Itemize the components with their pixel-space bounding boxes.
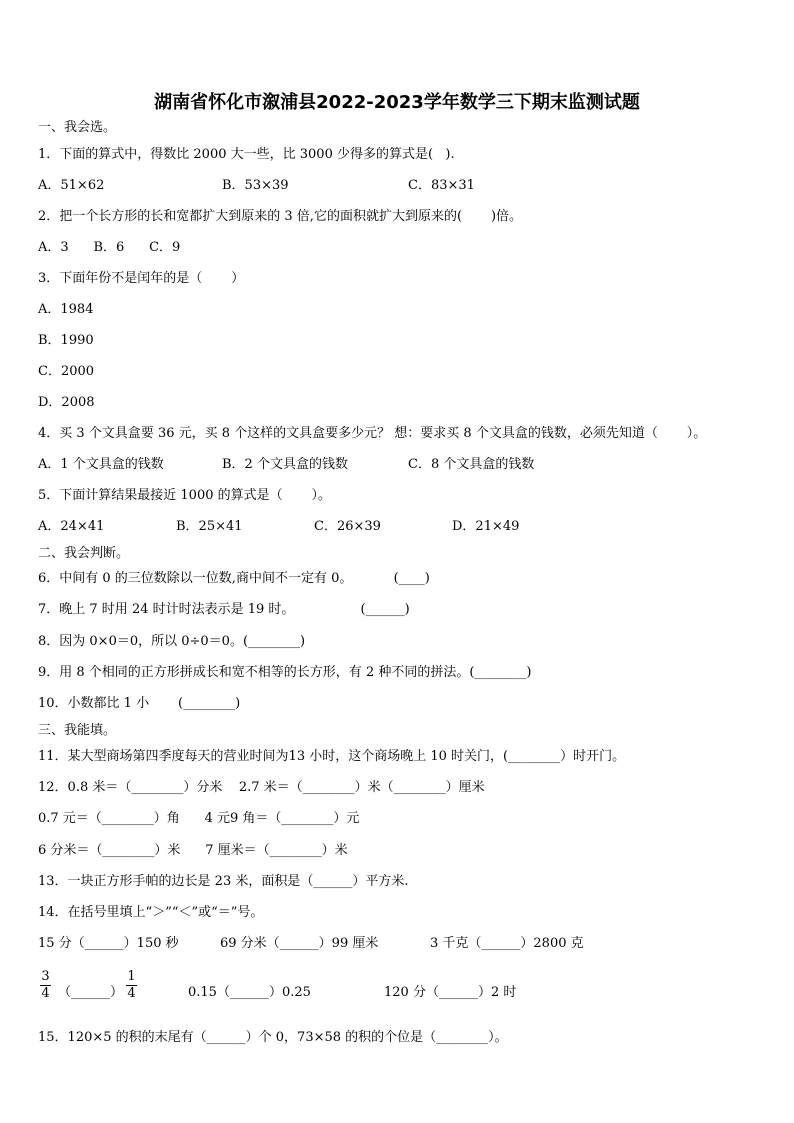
q5-option-d: D．21×49	[452, 519, 520, 534]
q4-option-b: B．2 个文具盒的钱数	[222, 457, 348, 472]
question-5: 5．下面计算结果最接近 1000 的算式是（ ）。	[38, 488, 332, 503]
question-11: 11．某大型商场第四季度每天的营业时间为13 小时，这个商场晚上 10 时关门，(________）时开门。	[38, 749, 626, 764]
q5-option-b: B．25×41	[176, 519, 243, 534]
q14-item-5: 0.15（______）0.25	[188, 985, 311, 1000]
q3-option-a: A．1984	[38, 302, 94, 317]
question-12-row-3: 6 分米＝（________）米 7 厘米＝（________）米	[38, 843, 348, 858]
question-7: 7．晚上 7 时用 24 时计时法表示是 19 时。 (______)	[38, 602, 410, 617]
question-13: 13．一块正方形手帕的边长是 23 米，面积是（______）平方米.	[38, 874, 409, 889]
question-2: 2．把一个长方形的长和宽都扩大到原来的 3 倍,它的面积就扩大到原来的( )倍。	[38, 209, 523, 224]
q1-option-c: C．83×31	[408, 178, 475, 193]
question-14: 14．在括号里填上“＞”“＜”或“＝”号。	[38, 905, 264, 920]
question-12: 12．0.8 米＝（________）分米 2.7 米＝（________）米（________）厘米	[38, 780, 485, 795]
q1-option-a: A．51×62	[38, 178, 105, 193]
section-heading-judge: 二、我会判断。	[38, 546, 130, 561]
fraction-denominator: 4	[127, 986, 136, 1001]
question-4: 4．买 3 个文具盒要 36 元，买 8 个这样的文具盒要多少元？ 想：要求买 8 个文具盒的钱数，必须先知道（ ）。	[38, 426, 707, 441]
fraction-one-quarter	[126, 970, 137, 1001]
q3-option-c: C．2000	[38, 364, 95, 379]
q3-option-d: D．2008	[38, 395, 95, 410]
q4-option-a: A．1 个文具盒的钱数	[38, 457, 164, 472]
q3-option-b: B．1990	[38, 333, 94, 348]
q14-fraction-blank: （______）	[58, 985, 124, 1000]
fraction-numerator: 3	[41, 969, 50, 984]
question-15: 15．120×5 的积的末尾有（______）个 0，73×58 的积的个位是（________）。	[38, 1030, 508, 1045]
q14-item-2: 69 分米（______）99 厘米	[220, 936, 379, 951]
q14-item-1: 15 分（______）150 秒	[38, 936, 179, 951]
q14-item-3: 3 千克（______）2800 克	[430, 936, 584, 951]
q5-option-a: A．24×41	[38, 519, 105, 534]
q4-option-c: C．8 个文具盒的钱数	[408, 457, 535, 472]
question-9: 9．用 8 个相同的正方形拼成长和宽不相等的长方形，有 2 种不同的拼法。(________)	[38, 665, 532, 680]
fraction-three-quarters	[40, 970, 51, 1001]
question-3: 3．下面年份不是闰年的是（ ）	[38, 271, 245, 286]
fraction-numerator: 1	[127, 969, 136, 984]
q5-option-c: C．26×39	[314, 519, 381, 534]
section-heading-choice: 一、我会选。	[38, 120, 117, 135]
q14-item-6: 120 分（______）2 时	[384, 985, 517, 1000]
question-8: 8．因为 0×0＝0，所以 0÷0＝0。(________)	[38, 634, 306, 649]
q2-options: A．3 B．6 C．9	[38, 240, 181, 255]
q1-option-b: B．53×39	[222, 178, 289, 193]
fraction-denominator: 4	[41, 986, 50, 1001]
question-6: 6．中间有 0 的三位数除以一位数,商中间不一定有 0。 (____)	[38, 571, 430, 586]
question-1: 1．下面的算式中，得数比 2000 大一些，比 3000 少得多的算式是( ).	[38, 147, 455, 162]
question-10: 10．小数都比 1 小 (________)	[38, 696, 241, 711]
page-title: 湖南省怀化市溆浦县2022-2023学年数学三下期末监测试题	[154, 92, 640, 113]
section-heading-fill: 三、我能填。	[38, 723, 117, 738]
question-12-row-2: 0.7 元＝（________）角 4 元9 角＝（________）元	[38, 811, 360, 826]
